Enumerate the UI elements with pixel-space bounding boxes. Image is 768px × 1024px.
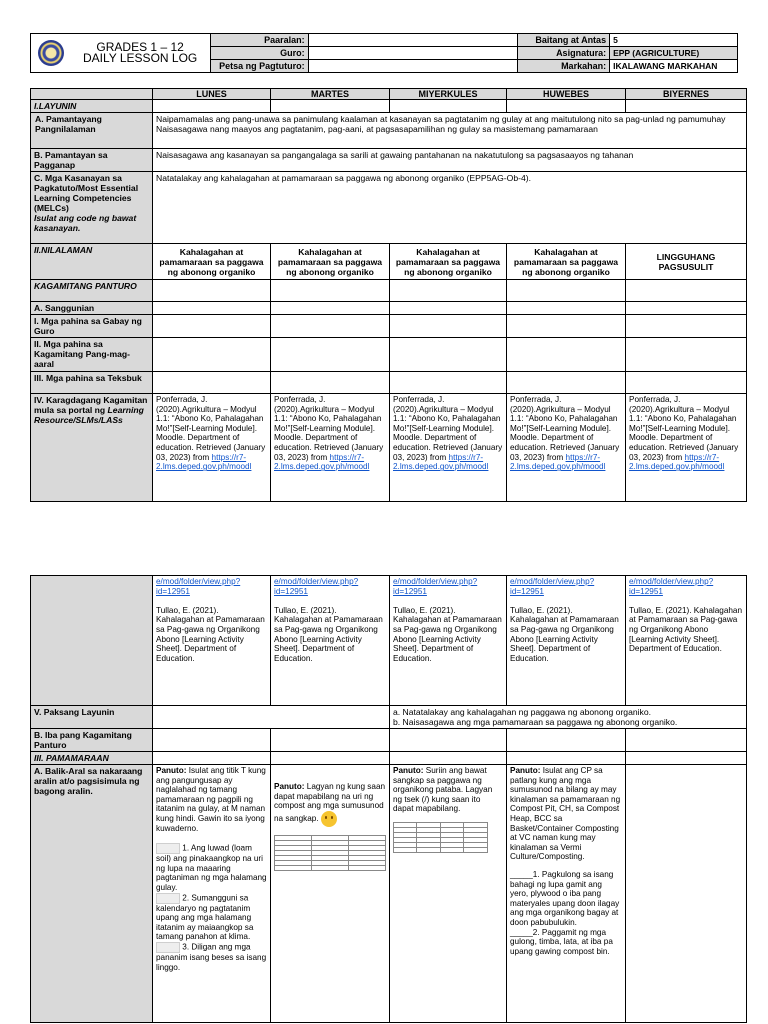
gabay-label: I. Mga pahina sa Gabay ng Guro [31,315,153,338]
nilalaman-thu: Kahalagahan at pamamaraan sa paggawa ng abonong organiko [507,244,626,280]
balik-item: _____2. Paggamit ng mga gulong, timba, lata, at iba pa upang gawing compost bin. [510,927,613,956]
paksang-label: V. Paksang Layunin [31,706,153,729]
iba-label: B. Iba pang Kagamitang Panturo [31,729,153,752]
page-title [70,34,210,73]
panuto-text: Isulat ang CP sa patlang kung ang mga sumusunod na bilang ay may kinalaman sa pamamaraan ng Compost Pit, CH, sa Compost Heap, BCC sa Basket/Container Composting at VC naman kung may kinalaman sa Vermi Culture/Composting. [510,766,621,862]
panuto-label: Panuto: [156,766,187,775]
baitang-value: 5 [610,34,738,47]
ref-cell-thu [507,394,626,502]
ref-link-cont[interactable]: e/mod/folder/view.php?id=12951 [510,577,595,596]
ref-cont-fri [626,576,747,706]
pagganap-text: Naisasagawa ang kasanayan sa pangangalaga sa sarili at gawaing pantahanan na nakatutulong sa pagsasaayos ng tahanan [153,149,747,172]
ref-link[interactable]: https://r7-2.lms.deped.gov.ph/moodl [156,452,252,472]
day-header: MARTES [271,89,390,100]
ref2-text: Tullao, E. (2021). Kahalagahan at Pamamaraan sa Pag-gawa ng Organikong Abono [Learning Activity Sheet]. Department of Education. [274,605,383,663]
nilalaman-fri: LINGGUHANG PAGSUSULIT [626,244,747,280]
karagdagang-label [31,394,153,502]
ref-text: Ponferrada, J. (2020).Agrikultura – Modyul 1.1: “Abono Ko, Pahalagahan Mo!”[Self-Learning Module]. Moodle. Department of education. Retrieved (January 03, 2023) from [393,395,503,462]
balik-label: A. Balik-Aral sa nakaraang aralin at/o pagsisimula ng bagong aralin. [31,765,153,1023]
balik-cell-tue [271,765,390,1023]
panuto-text: Isulat ang titik T kung ang pangungusap ay naglalahad ng tamang pamamaraan ng pagpili ng itatanim na gulay, at M naman kung hindi. Gawin ito sa iyong kuwaderno. [156,766,266,833]
melc-text: Natatalakay ang kahalagahan at pamamaraan sa paggawa ng abonong organiko (EPP5AG-Ob-4). [153,172,747,244]
ref-cell-wed [390,394,507,502]
title-line-2: DAILY LESSON LOG [82,51,198,65]
balik-cell-wed [390,765,507,1023]
ref-link[interactable]: https://r7-2.lms.deped.gov.ph/moodl [274,452,370,472]
ref2-text: Tullao, E. (2021). Kahalagahan at Pamamaraan sa Pag-gawa ng Organikong Abono [Learning Activity Sheet]. Department of Education. [156,605,265,663]
pamantayang-text: Naipamamalas ang pang-unawa sa panimulang kaalaman at kasanayan sa pagtatanim ng gulay at ang maitutulong nito sa pag-unlad ng pamumuhay Naisasagawa nang maayos ang pagtatanim, pag-aani, at pagsasapamilihan ng gulay sa masistemang pamamaraan [153,113,747,149]
ref-link-cont[interactable]: e/mod/folder/view.php?id=12951 [156,577,241,596]
karagdagang-label-italic: Learning Resource/SLMs/LASs [34,405,144,425]
baitang-label: Baitang at Antas [518,34,610,47]
ref-cont-mon [153,576,271,706]
paaralan-field[interactable] [308,34,518,47]
ref-cell-fri [626,394,747,502]
ref2-text: Tullao, E. (2021). Kahalagahan at Pamamaraan sa Pag-gawa ng Organikong Abono [Learning Activity Sheet]. Department of Education. [629,605,743,654]
ref-text: Ponferrada, J. (2020).Agrikultura – Modyul 1.1: “Abono Ko, Pahalagahan Mo!”[Self-Learning Module]. Moodle. Department of education. Retrieved (January 03, 2023) from [274,395,384,462]
paksang-text [390,706,747,729]
panuto-text: Suriin ang bawat sangkap sa paggawa ng organikong pataba. Lagyan ng tsek (/) kung saan ito dapat mapabilang. [393,766,493,814]
ref-cell-tue [271,394,390,502]
panuto-label: Panuto: [274,782,305,791]
petsa-field[interactable] [308,60,518,73]
nilalaman-wed: Kahalagahan at pamamaraan sa paggawa ng abonong organiko [390,244,507,280]
asignatura-value: EPP (AGRICULTURE) [610,47,738,60]
panuto-label: Panuto: [510,766,541,775]
sangkap-table-image [393,822,488,853]
paaralan-label: Paaralan: [210,34,308,47]
ref-link[interactable]: https://r7-2.lms.deped.gov.ph/moodl [629,452,725,472]
balik-item: 2. Sumangguni sa kalendaryo ng pagtatanim upang ang mga halamang itatanim ay maiaangkop sa tamang panahon at klima. [156,893,254,942]
ref-cont-wed [390,576,507,706]
pangmag-label: II. Mga pahina sa Kagamitang Pang-mag-aaral [31,338,153,372]
melc-label-italic: Isulat ang code ng bawat kasanayan. [34,213,137,233]
paksang-item-b: b. Naisasagawa ang mga pamamaraan sa paggawa ng abonong organiko. [393,717,678,727]
paksang-item-a: a. Natatalakay ang kahalagahan ng paggawa ng abonong organiko. [393,707,652,717]
ref-cell-mon [153,394,271,502]
asignatura-label: Asignatura: [518,47,610,60]
lesson-log-table [30,88,747,502]
ref2-text: Tullao, E. (2021). Kahalagahan at Pamamaraan sa Pag-gawa ng Organikong Abono [Learning Activity Sheet]. Department of Education. [510,605,619,663]
ref-link[interactable]: https://r7-2.lms.deped.gov.ph/moodl [510,452,606,472]
karagdagang-cont-label [31,576,153,706]
lesson-log-table-continued [30,575,747,1023]
day-header: BIYERNES [626,89,747,100]
nilalaman-label: II.NILALAMAN [31,244,153,280]
ref2-text: Tullao, E. (2021). Kahalagahan at Pamamaraan sa Pag-gawa ng Organikong Abono [Learning Activity Sheet]. Department of Education. [393,605,502,663]
balik-cell-mon [153,765,271,1023]
balik-item: _____1. Pagkulong sa isang bahagi ng lupa gamit ang yero, plywood o iba pang materyales upang doon ilagay ang mga organikong bagay at doon pabubulukin. [510,869,620,927]
ref-link-cont[interactable]: e/mod/folder/view.php?id=12951 [629,577,714,596]
pamantayang-label: A. Pamantayang Pangnilalaman [31,113,153,149]
balik-cell-fri [626,765,747,1023]
melc-label [31,172,153,244]
panuto-label: Panuto: [393,766,424,775]
day-header: LUNES [153,89,271,100]
title-line-1: GRADES 1 – 12 [96,40,184,54]
nilalaman-mon: Kahalagahan at pamamaraan sa paggawa ng abonong organiko [153,244,271,280]
compost-table-image [274,835,386,871]
answer-blank[interactable] [156,893,180,904]
petsa-label: Petsa ng Pagtuturo: [210,60,308,73]
ref-link-cont[interactable]: e/mod/folder/view.php?id=12951 [274,577,359,596]
ref-cont-tue [271,576,390,706]
corner-cell [31,89,153,100]
balik-item: 1. Ang luwad (loam soil) ang pinakaangkop na uri ng lupa na maaaring pagtaniman ng mga halamang gulay. [156,843,267,892]
markahan-label: Markahan: [518,60,610,73]
ref-text: Ponferrada, J. (2020).Agrikultura – Modyul 1.1: “Abono Ko, Pahalagahan Mo!”[Self-Learning Module]. Moodle. Department of education. Retrieved (January 03, 2023) from [156,395,266,462]
karagdagang-label-text: IV. Karagdagang Kagamitan mula sa portal ng [34,395,148,415]
answer-blank[interactable] [156,942,180,953]
day-header: HUWEBES [507,89,626,100]
sanggunian-label: A. Sanggunian [31,302,153,315]
ref-link[interactable]: https://r7-2.lms.deped.gov.ph/moodl [393,452,489,472]
balik-cell-thu [507,765,626,1023]
guro-label: Guro: [210,47,308,60]
pamamaraan-label: III. PAMAMARAAN [31,752,153,765]
nilalaman-tue: Kahalagahan at pamamaraan sa paggawa ng abonong organiko [271,244,390,280]
ref-text: Ponferrada, J. (2020).Agrikultura – Modyul 1.1: “Abono Ko, Pahalagahan Mo!”[Self-Learning Module]. Moodle. Department of education. Retrieved (January 03, 2023) from [510,395,620,462]
panuto-text: Lagyan ng kung saan dapat mapabilang na uri ng compost ang mga sumusunod na sangkap. [274,782,386,823]
deped-seal-cell [31,34,71,73]
ref-link-cont[interactable]: e/mod/folder/view.php?id=12951 [393,577,478,596]
melc-label-text: C. Mga Kasanayan sa Pagkatuto/Most Essential Learning Competencies (MELCs) [34,173,139,213]
markahan-value: IKALAWANG MARKAHAN [610,60,738,73]
kagamitan-label: KAGAMITANG PANTURO [31,280,153,302]
day-header: MIYERKULES [390,89,507,100]
guro-field[interactable] [308,47,518,60]
smiley-icon [321,811,337,827]
deped-seal-icon [38,40,64,66]
balik-item: 3. Diligan ang mga pananim isang beses sa isang linggo. [156,942,267,972]
teksbuk-label: III. Mga pahina sa Teksbuk [31,372,153,394]
header-table [30,33,738,73]
pagganap-label: B. Pamantayan sa Pagganap [31,149,153,172]
layunin-label: I.LAYUNIN [31,100,153,113]
answer-blank[interactable] [156,843,180,854]
ref-cont-thu [507,576,626,706]
ref-text: Ponferrada, J. (2020).Agrikultura – Modyul 1.1: “Abono Ko, Pahalagahan Mo!”[Self-Learning Module]. Moodle. Department of education. Retrieved (January 03, 2023) from [629,395,739,462]
